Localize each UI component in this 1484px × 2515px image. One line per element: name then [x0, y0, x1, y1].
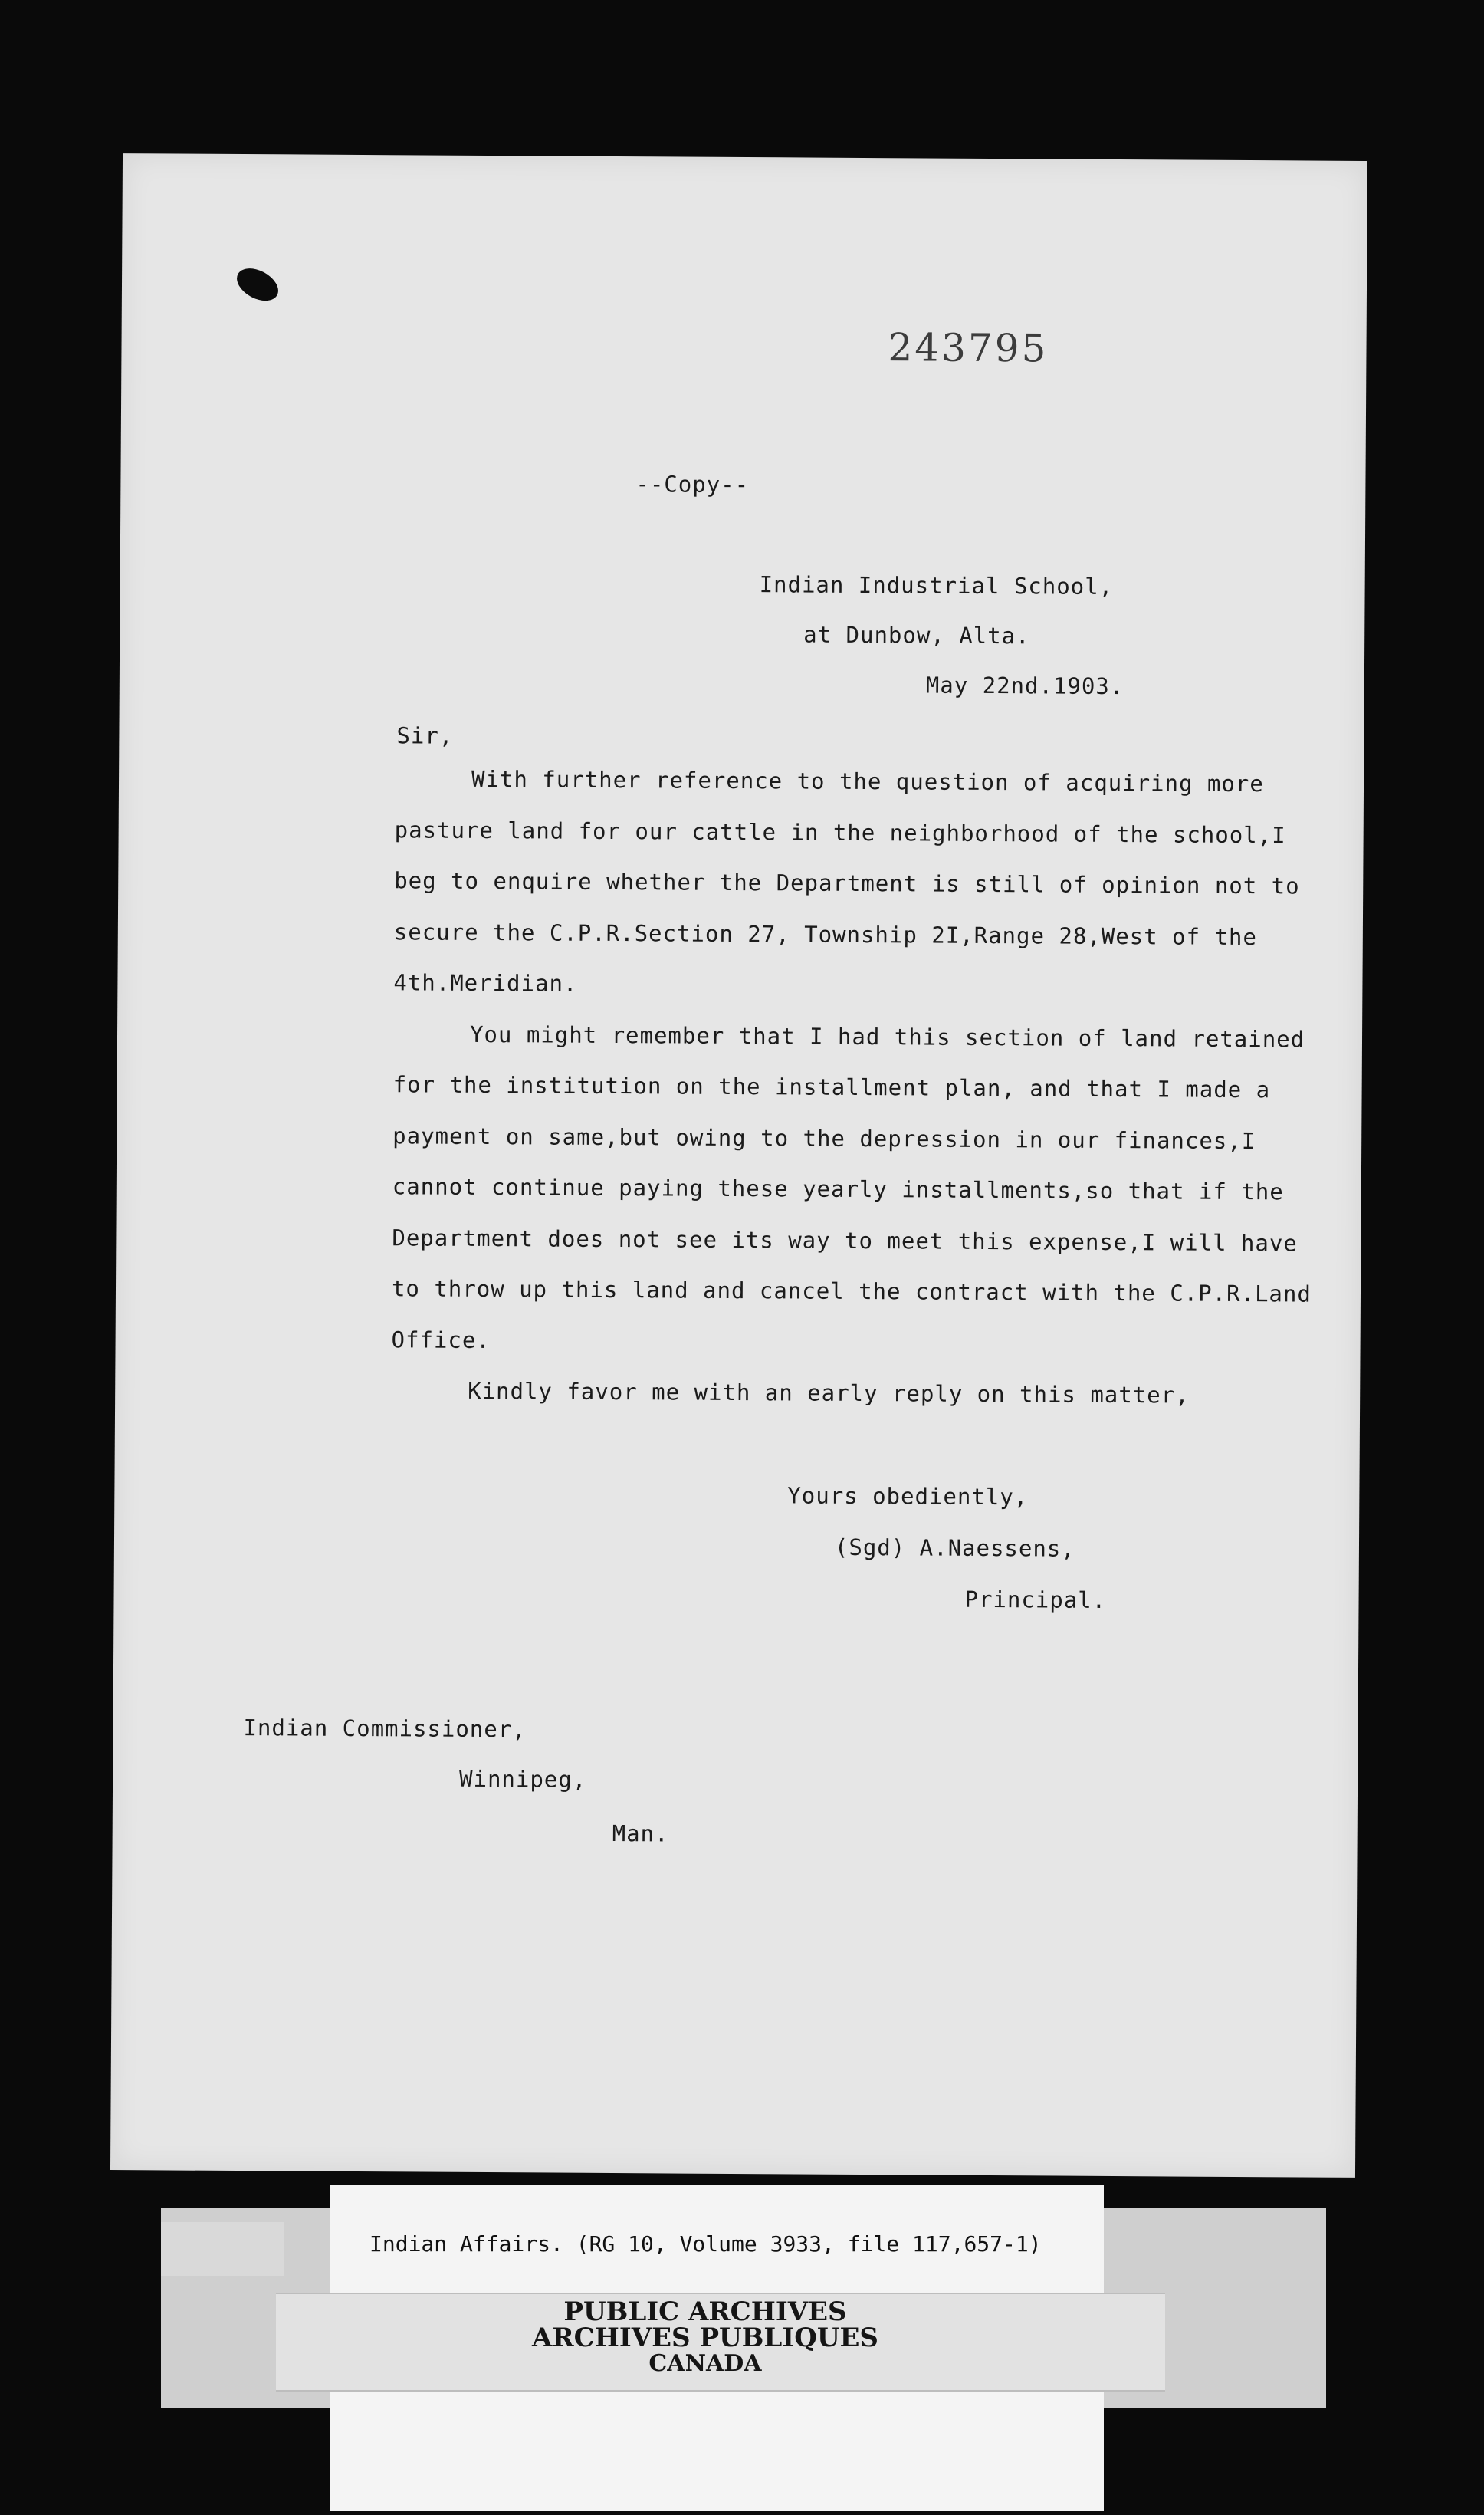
- salutation: Sir,: [396, 722, 454, 749]
- paragraph-1: With further reference to the question of acquiring more pasture land for our cattle in the neighborhood of the school,I beg to enquire whether the Department is still of opinion not to secure the C.P.R.Section 27, Township 2I,Range 28,West of the 4th.Meridian.: [393, 765, 1300, 997]
- paragraph-2: You might remember that I had this section of land retained for the institution on the installment plan, and that I made a payment on same,but owing to the depression in our finances,I cannot continue paying these yearly installments,so that if the Department does not see its way to meet this expense,I will have to throw up this land and cancel the contract with the C.P.R.Land Office.: [391, 1021, 1312, 1353]
- letter-body: [391, 753, 1330, 1422]
- paragraph-3: Kindly favor me with an early reply on this matter,: [468, 1377, 1190, 1409]
- recipient-line-1: Indian Commissioner,: [243, 1714, 527, 1743]
- stamp-line-2: ARCHIVES PUBLIQUES: [532, 2323, 878, 2353]
- sender-line-1: Indian Industrial School,: [759, 571, 1114, 600]
- label-tab: [161, 2222, 284, 2276]
- stamp-line-3: CANADA: [648, 2350, 762, 2377]
- archive-stamp: [491, 2296, 920, 2377]
- letter-date: May 22nd.1903.: [925, 672, 1124, 700]
- signature: (Sgd) A.Naessens,: [834, 1534, 1075, 1562]
- letter-page: [110, 153, 1367, 2178]
- sender-line-2: at Dunbow, Alta.: [803, 621, 1030, 649]
- stamp-line-1: PUBLIC ARCHIVES: [563, 2296, 847, 2327]
- document-number: 243795: [888, 325, 1049, 371]
- recipient-line-3: Man.: [612, 1820, 669, 1847]
- archive-reference: Indian Affairs. (RG 10, Volume 3933, file 117,657-1): [369, 2231, 1042, 2257]
- recipient-line-2: Winnipeg,: [459, 1765, 587, 1793]
- closing: Yours obediently,: [787, 1482, 1029, 1511]
- copy-heading: --Copy--: [635, 471, 750, 498]
- signature-title: Principal.: [964, 1586, 1107, 1613]
- punch-hole: [231, 262, 284, 307]
